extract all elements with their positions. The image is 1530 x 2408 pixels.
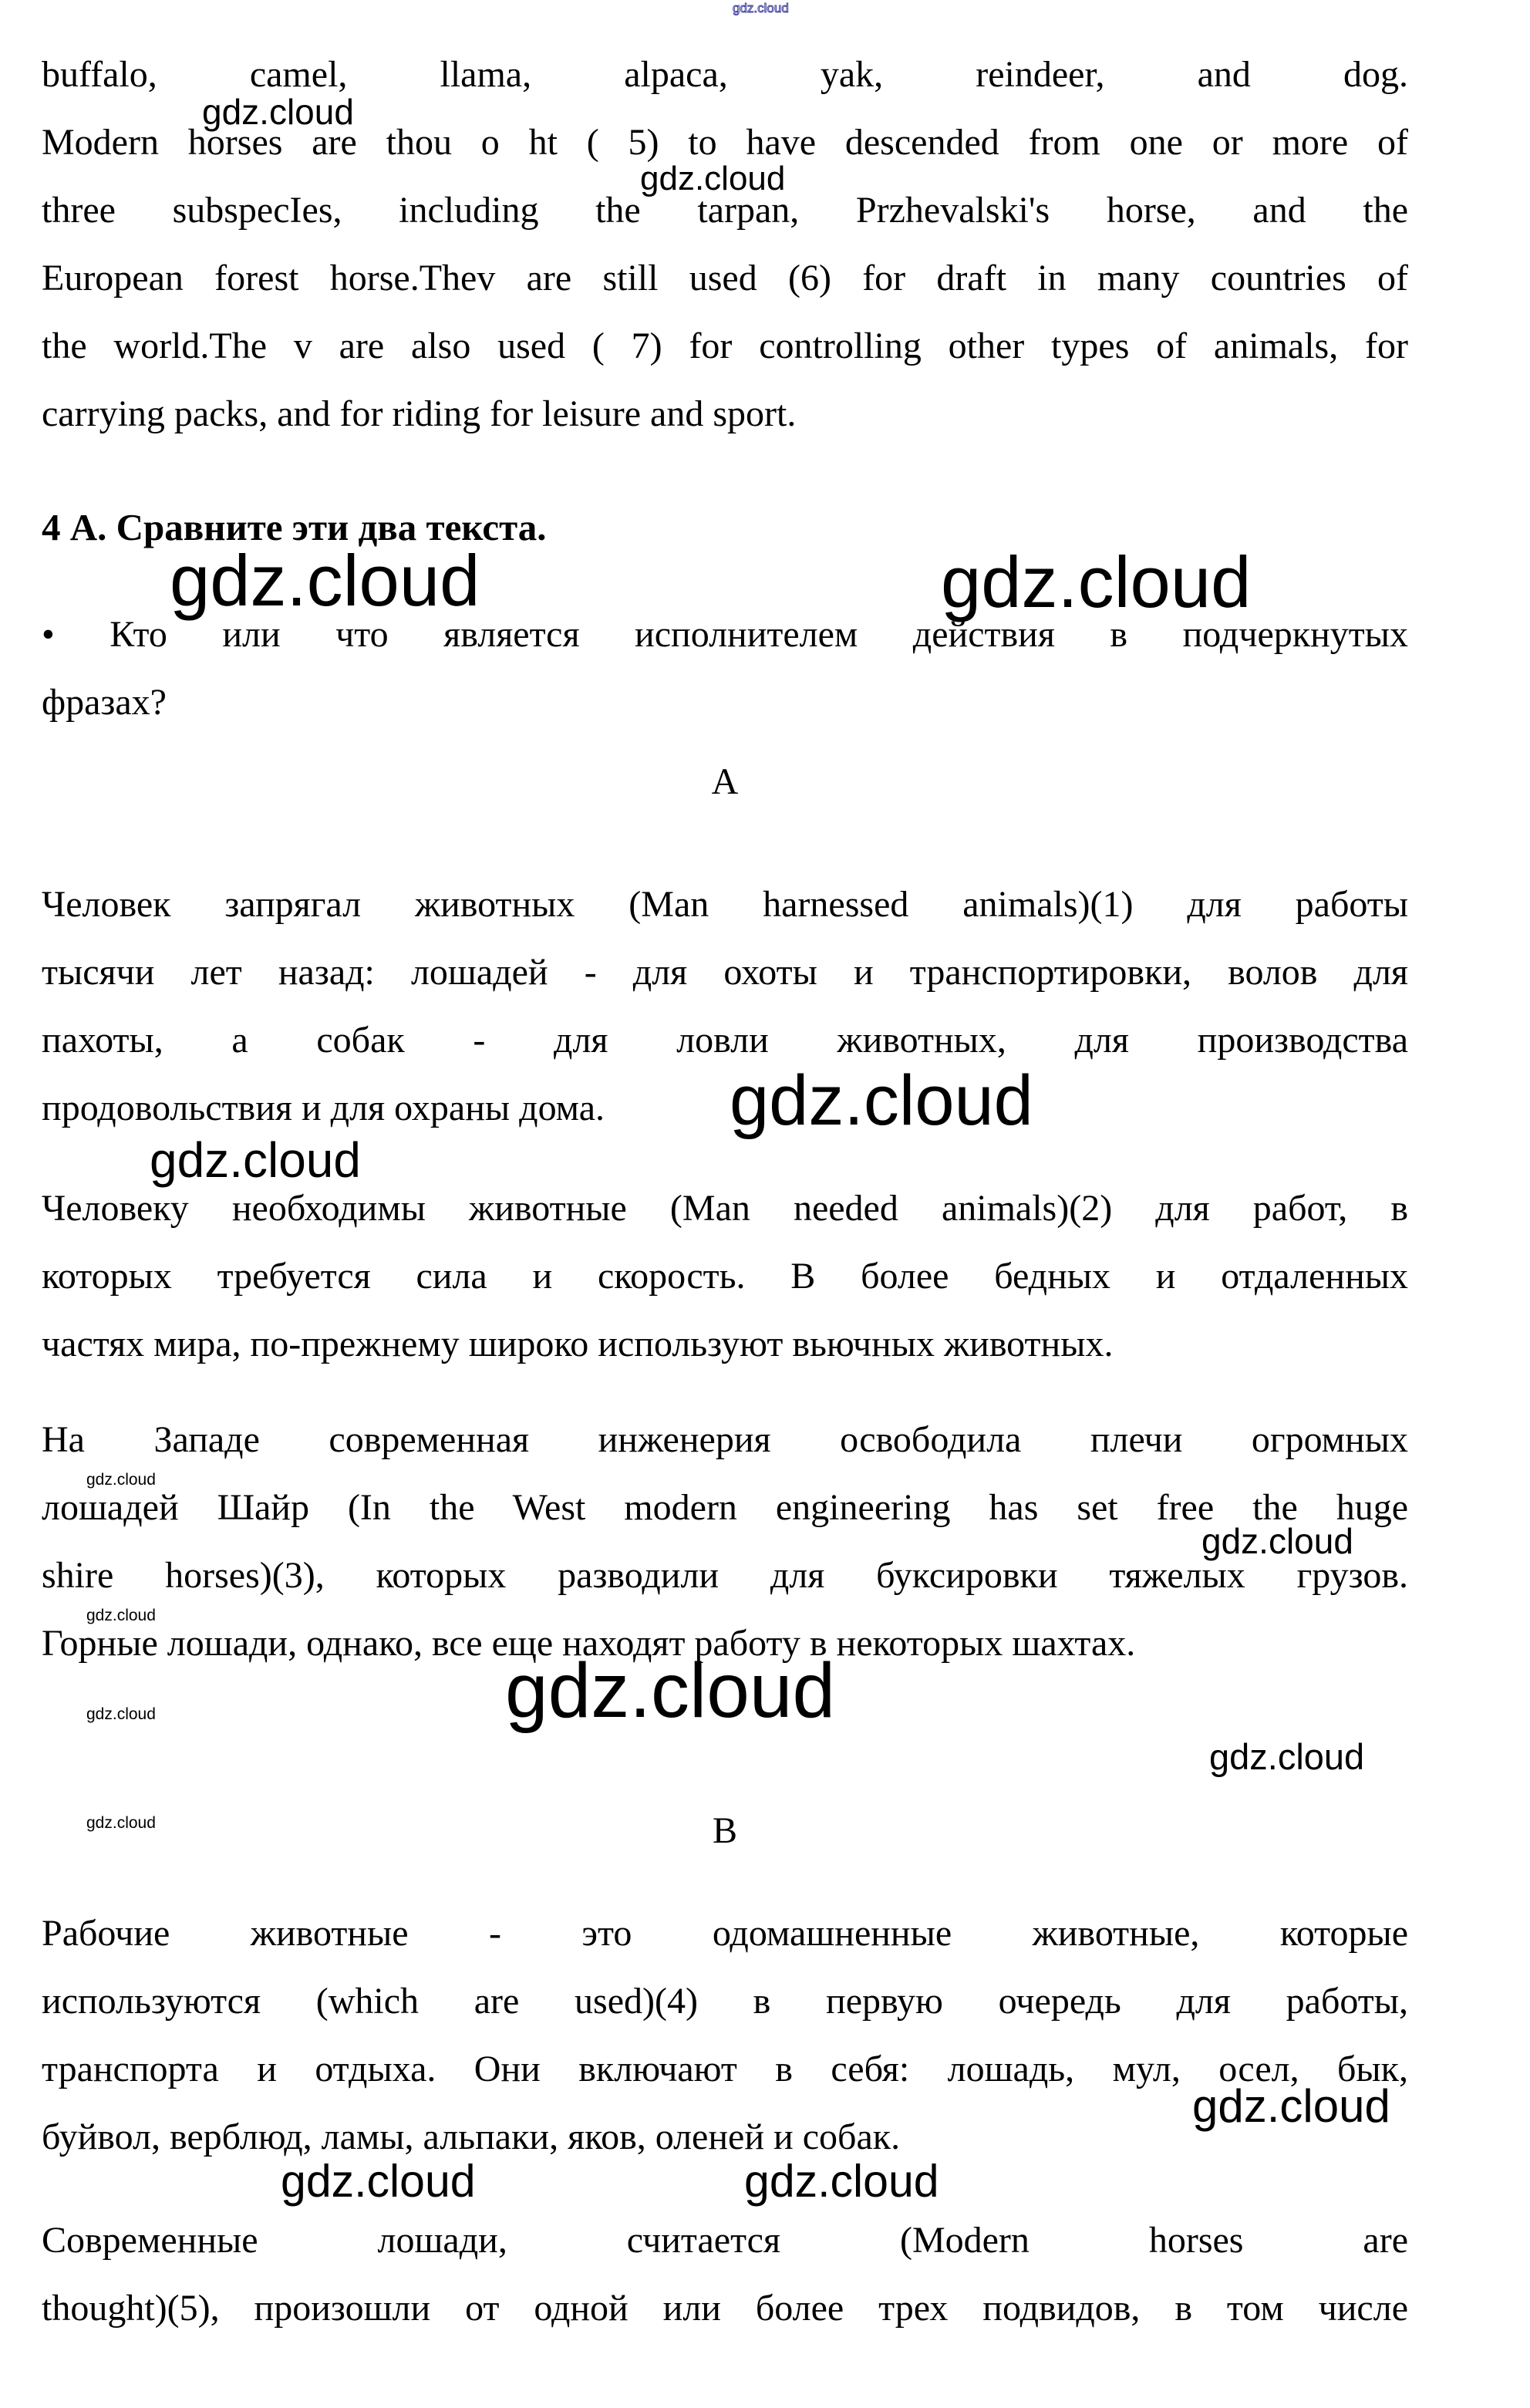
watermark-gdz-cloud: gdz.cloud: [640, 160, 786, 197]
watermark-gdz-cloud: gdz.cloud: [730, 1061, 1033, 1140]
text-line: тысячи лет назад: лошадей - для охоты и транспортировки, волов для: [42, 952, 1408, 993]
text-line: Человеку необходимы животные (Man needed animals)(2) для работ, в: [42, 1188, 1408, 1229]
section-a-paragraph-2: [42, 1175, 1408, 1378]
text-line: carrying packs, and for riding for leisure and sport.: [42, 393, 797, 434]
watermark-gdz-cloud: gdz.cloud: [86, 1705, 156, 1723]
watermark-gdz-cloud: gdz.cloud: [86, 1471, 156, 1489]
watermark-gdz-cloud: gdz.cloud: [281, 2156, 476, 2207]
text-line: the world.The v are also used ( 7) for controlling other types of animals, for: [42, 325, 1408, 366]
watermark-gdz-cloud: gdz.cloud: [941, 541, 1252, 622]
watermark-gdz-cloud: gdz.cloud: [744, 2156, 939, 2207]
watermark-gdz-cloud: gdz.cloud: [86, 1607, 156, 1624]
text-line: European forest horse.Thev are still used (6) for draft in many countries of: [42, 258, 1408, 298]
text-line: частях мира, по-прежнему широко используют вьючных животных.: [42, 1324, 1114, 1364]
section-b-heading: В: [712, 1810, 737, 1851]
text-line: Современные лошади, считается (Modern horses are: [42, 2220, 1408, 2261]
text-line: которых требуется сила и скорость. В более бедных и отдаленных: [42, 1256, 1408, 1297]
text-line: shire horses)(3), которых разводили для буксировки тяжелых грузов.: [42, 1555, 1408, 1596]
watermark-gdz-cloud: gdz.cloud: [170, 540, 480, 621]
bullet-question: [42, 601, 1408, 737]
watermark-gdz-cloud: gdz.cloud: [202, 92, 354, 132]
watermark-gdz-cloud-outline: gdz.cloud: [733, 1, 789, 15]
text-line: фразах?: [42, 682, 167, 723]
watermark-gdz-cloud: gdz.cloud: [1192, 2080, 1390, 2132]
text-line: • Кто или что является исполнителем действия в подчеркнутых: [42, 614, 1408, 655]
watermark-gdz-cloud: gdz.cloud: [1201, 1521, 1353, 1561]
text-line: лошадей Шайр (In the West modern engineering has set free the huge: [42, 1487, 1408, 1528]
text-line: На Западе современная инженерия освободила плечи огромных: [42, 1419, 1408, 1460]
text-line: buffalo, camel, llama, alpaca, yak, reindeer, and dog.: [42, 54, 1408, 95]
text-line: thought)(5), произошли от одной или более трех подвидов, в том числе: [42, 2288, 1408, 2329]
text-line: Рабочие животные - это одомашненные животные, которые: [42, 1913, 1408, 1954]
task-heading: 4 А. Сравните эти два текста.: [42, 506, 547, 548]
watermark-gdz-cloud: gdz.cloud: [505, 1647, 836, 1734]
text-line: Горные лошади, однако, все еще находят работу в некоторых шахтах.: [42, 1623, 1136, 1664]
section-a-heading: А: [711, 761, 739, 802]
text-line: транспорта и отдыха. Они включают в себя: лошадь, мул, осел, бык,: [42, 2049, 1408, 2089]
text-line: Modern horses are thou o ht ( 5) to have descended from one or more of: [42, 122, 1408, 163]
section-b-paragraph-2: [42, 2207, 1408, 2342]
text-line: three subspecIes, including the tarpan, Przhevalski's horse, and the: [42, 190, 1408, 231]
watermark-gdz-cloud: gdz.cloud: [86, 1814, 156, 1832]
text-line: продовольствия и для охраны дома.: [42, 1088, 605, 1128]
watermark-gdz-cloud: gdz.cloud: [150, 1132, 361, 1188]
text-line: Человек запрягал животных (Man harnessed animals)(1) для работы: [42, 884, 1408, 925]
text-line: пахоты, а собак - для ловли животных, для производства: [42, 1020, 1408, 1061]
watermark-gdz-cloud: gdz.cloud: [1209, 1736, 1365, 1777]
text-line: используются (which are used)(4) в первую очередь для работы,: [42, 1981, 1408, 2022]
text-line: буйвол, верблюд, ламы, альпаки, яков, оленей и собак.: [42, 2116, 901, 2157]
section-a-paragraph-1: [42, 871, 1408, 1142]
